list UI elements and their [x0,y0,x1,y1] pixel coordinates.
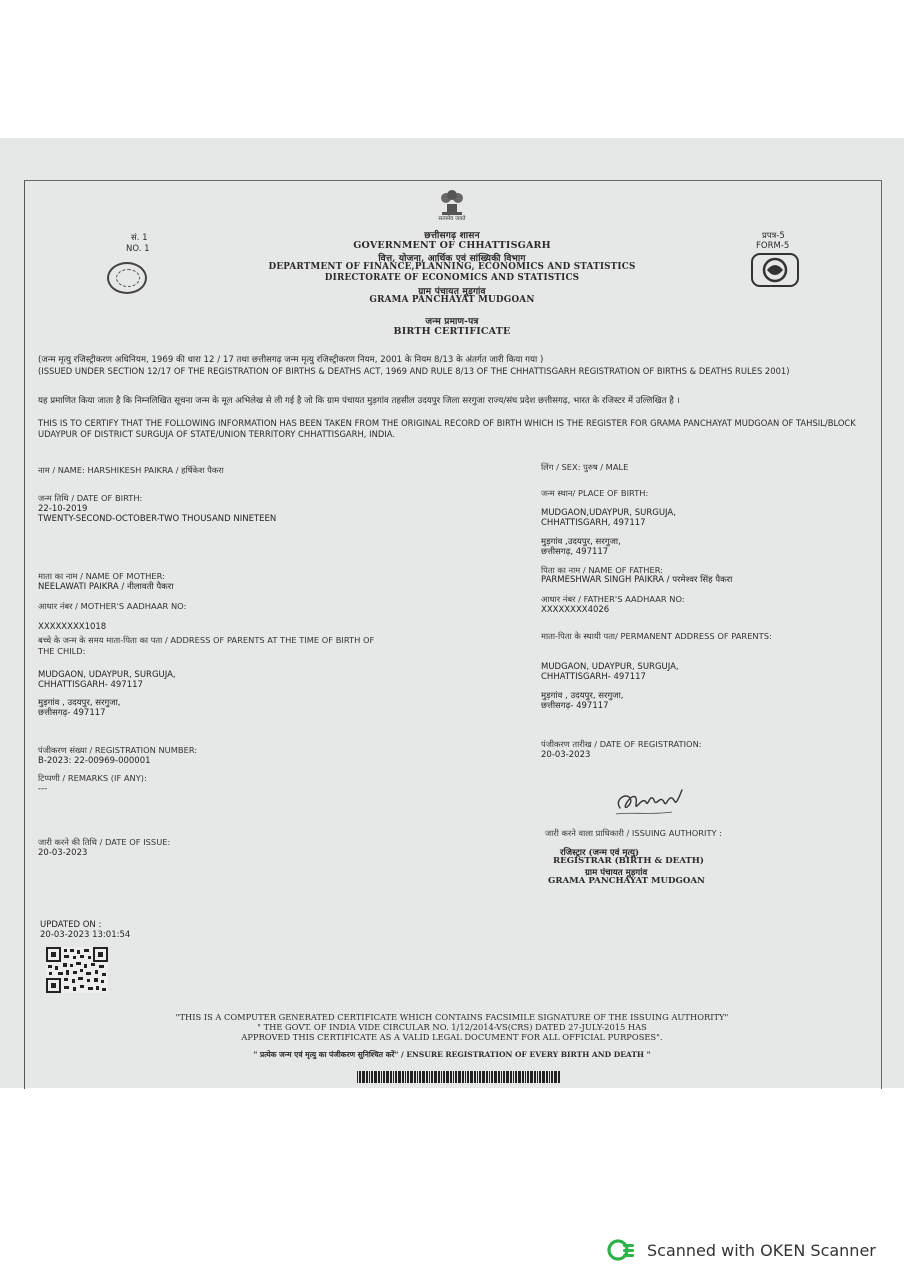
qr-code-icon [46,947,108,993]
child-name: नाम / NAME: HARSHIKESH PAIKRA / हर्षिकेश पैकरा [38,465,224,475]
certificate-title-hindi: जन्म प्रमाण-पत्र [425,317,479,327]
authority-english: REGISTRAR (BIRTH & DEATH) [553,856,704,866]
government-title: GOVERNMENT OF CHHATTISGARH [353,240,551,251]
dob-words: TWENTY-SECOND-OCTOBER-TWO THOUSAND NINETEEN [38,514,277,524]
scanner-watermark [607,1238,876,1262]
address-hindi-2: छत्तीसगढ़- 497117 [38,708,106,718]
registration-date-label: पंजीकरण तारीख / DATE OF REGISTRATION: [541,739,702,749]
form-hindi: प्रपत्र-5 [762,231,785,241]
pob-line-1: MUDGAON,UDAYPUR, SURGUJA, [541,508,676,518]
scanner-label: Scanned with OKEN Scanner [647,1240,876,1260]
address-line-2: CHHATTISGARH- 497117 [38,680,143,690]
authority-panchayat-hindi: ग्राम पंचायत मुड़गांव [585,868,648,878]
address-at-birth-label: बच्चे के जन्म के समय माता-पिता का पता / ADDRESS OF PARENTS AT THE TIME OF BIRTH OF [38,635,375,645]
mother-name-label: माता का नाम / NAME OF MOTHER: [38,571,165,581]
form-number: FORM-5 [756,241,790,251]
oken-scanner-logo-icon [607,1239,637,1261]
panchayat-title: GRAMA PANCHAYAT MUDGOAN [369,295,535,305]
address-line-1: MUDGAON, UDAYPUR, SURGUJA, [38,670,176,680]
permanent-address-line-2: CHHATTISGARH- 497117 [541,672,646,682]
certificate-title: BIRTH CERTIFICATE [393,326,511,337]
department-title: DEPARTMENT OF FINANCE,PLANNING, ECONOMICS AND STATISTICS [268,262,636,272]
registration-number-label: पंजीकरण संख्या / REGISTRATION NUMBER: [38,745,198,755]
department-hindi: वित्त, योजना, आर्थिक एवं सांख्यिकी विभाग [378,254,526,264]
father-aadhaar-value: XXXXXXXX4026 [541,605,610,615]
certify-english: THIS IS TO CERTIFY THAT THE FOLLOWING INFORMATION HAS BEEN TAKEN FROM THE ORIGINAL RECORD OF BIRTH WHICH IS THE REGISTER FOR GRAMA PANCHAYAT MUDGOAN OF TAHSIL/BLOCK UDAYPUR OF DISTRICT SURGUJA OF STATE/UNION TERRITORY CHHATTISGARH, INDIA. [38,418,856,439]
state-hindi: छत्तीसगढ़ शासन [424,231,480,241]
emblem-caption: सत्यमेव जयते [438,216,466,222]
issue-date-label: जारी करने की तिथि / DATE OF ISSUE: [38,837,171,847]
registration-slogan: " प्रत्येक जन्म एवं मृत्यु का पंजीकरण सुनिश्चित करें" / ENSURE REGISTRATION OF EVERY BIRTH AND DEATH " [253,1050,651,1059]
permanent-address-hindi-2: छत्तीसगढ़- 497117 [541,701,609,711]
dob-value: 22-10-2019 [38,504,88,514]
issuing-authority-label: जारी करने वाला प्राधिकारी / ISSUING AUTHORITY : [545,828,723,838]
footer-line-3: APPROVED THIS CERTIFICATE AS A VALID LEGAL DOCUMENT FOR ALL OFFICIAL PURPOSES". [241,1032,663,1042]
mother-aadhaar-value: XXXXXXXX1018 [38,622,107,632]
barcode-icon [357,1071,563,1083]
pob-hindi-2: छत्तीसगढ़, 497117 [541,547,609,557]
updated-on-label: UPDATED ON : [40,920,102,930]
footer-line-2: " THE GOVT. OF INDIA VIDE CIRCULAR NO. 1/12/2014-VS(CRS) DATED 27-JULY-2015 HAS [257,1022,647,1032]
mother-aadhaar-label: आधार नंबर / MOTHER'S AADHAAR NO: [38,601,187,611]
certify-hindi: यह प्रमाणित किया जाता है कि निम्नलिखित सूचना जन्म के मूल अभिलेख से ली गई है जो कि ग्राम पंचायत मुड़गांव तहसील उदयपुर जिला सरगुजा राज्य/संघ प्रदेश छत्तीसगढ़, भारत के रजिस्टर में उल्लिखित है । [38,396,680,406]
footer-line-1: "THIS IS A COMPUTER GENERATED CERTIFICATE WHICH CONTAINS FACSIMILE SIGNATURE OF THE ISSUING AUTHORITY" [175,1012,729,1022]
permanent-address-label: माता-पिता के स्थायी पता/ PERMANENT ADDRESS OF PARENTS: [541,631,772,641]
address-at-birth-label-2: THE CHILD: [38,646,86,656]
registrar-signature [612,782,692,820]
registration-number-value: B-2023: 22-00969-000001 [38,756,151,766]
directorate-title: DIRECTORATE OF ECONOMICS AND STATISTICS [324,273,580,283]
authority-hindi: रजिस्ट्रार (जन्म एवं मृत्यु) [560,848,640,858]
remarks-value: --- [38,784,48,794]
pob-hindi-1: मुड़गांव ,उदयपुर, सरगुजा, [541,537,621,547]
issue-date-value: 20-03-2023 [38,848,88,858]
mother-name-value: NEELAWATI PAIKRA / नीलावती पैकरा [38,582,174,592]
panchayat-hindi: ग्राम पंचायत मुड़गांव [418,287,486,297]
pob-label: जन्म स्थान/ PLACE OF BIRTH: [541,488,649,498]
pob-line-2: CHHATTISGARH, 497117 [541,518,646,528]
issued-under-hindi: (जन्म मृत्यु रजिस्ट्रीकरण अधिनियम, 1969 की धारा 12 / 17 तथा छत्तीसगढ़ जन्म मृत्यु रजिस्ट्रीकरण नियम, 2001 के नियम 8/13 के अंतर्गत जारी किया गया ) [38,355,544,365]
authority-panchayat: GRAMA PANCHAYAT MUDGOAN [548,876,705,886]
child-sex: लिंग / SEX: पुरुष / MALE [541,462,629,472]
permanent-address-hindi-1: मुड़गांव , उदयपुर, सरगुजा, [541,691,624,701]
father-name-value: PARMESHWAR SINGH PAIKRA / परमेश्वर सिंह पैकरा [541,575,733,585]
serial-number: NO. 1 [126,244,150,254]
address-hindi-1: मुड़गांव , उदयपुर, सरगुजा, [38,698,121,708]
permanent-address-line-1: MUDGAON, UDAYPUR, SURGUJA, [541,662,679,672]
serial-hindi: सं. 1 [131,233,148,243]
registration-date-value: 20-03-2023 [541,750,591,760]
remarks-label: टिप्पणी / REMARKS (IF ANY): [38,773,147,783]
issued-under-english: (ISSUED UNDER SECTION 12/17 OF THE REGISTRATION OF BIRTHS & DEATHS ACT, 1969 AND RULE 8/13 OF THE CHHATTISGARH REGISTRATION OF BIRTHS & DEATHS RULES 2001) [38,366,790,376]
father-name-label: पिता का नाम / NAME OF FATHER: [541,565,664,575]
father-aadhaar-label: आधार नंबर / FATHER'S AADHAAR NO: [541,594,685,604]
dob-label: जन्म तिथि / DATE OF BIRTH: [38,493,143,503]
updated-on-value: 20-03-2023 13:01:54 [40,930,131,940]
